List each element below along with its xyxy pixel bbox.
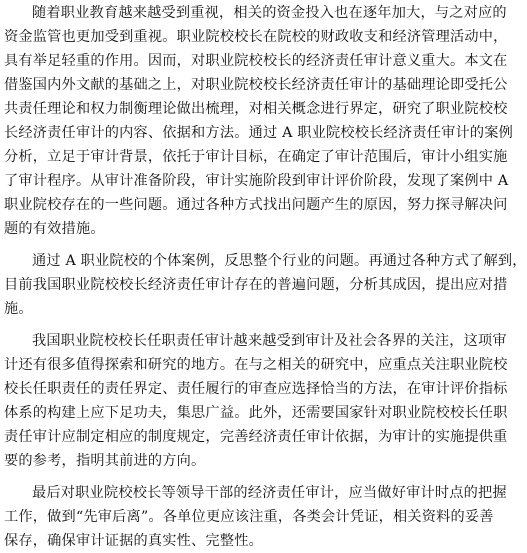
paragraph-spacer [4, 241, 461, 249]
text-line: 题的有效措施。 [4, 221, 105, 237]
text-line: 校长任职责任的责任界定、责任履行的审查应选择恰当的方法，在审计评价指标 [4, 381, 508, 397]
text-line: 最后对职业院校校长等领导干部的经济责任审计，应当做好审计时点的把握 [32, 485, 507, 501]
text-line: 体系的构建上应下足功夫，集思广益。此外，还需要国家针对职业院校校长任职 [4, 405, 508, 421]
text-line: 共责任理论和权力制衡理论做出梳理，对相关概念进行界定，研究了职业院校校 [4, 101, 508, 117]
text-line: 工作，做到“先审后离”。各单位更应该注重，各类会计凭证，相关资料的妥善 [4, 509, 494, 525]
text-line: 计还有很多值得探索和研究的地方。在与之相关的研究中，应重点关注职业院校 [4, 357, 508, 373]
text-line: 保存，确保审计证据的真实性、完整性。 [4, 533, 263, 549]
paragraph-2 [4, 249, 527, 321]
text-line: 我国职业院校校长任职责任审计越来越受到审计及社会各界的关注，这项审 [32, 333, 507, 349]
text-line: 具有举足轻重的作用。因而，对职业院校校长的经济责任审计意义重大。本文在 [4, 53, 508, 69]
text-line: 目前我国职业院校校长经济责任审计存在的普遍问题，分析其成因，提出应对措 [4, 277, 508, 293]
text-line: 职业院校存在的一些问题。通过各种方式找出问题产生的原因，努力探寻解决问 [4, 197, 508, 213]
document-body [4, 1, 527, 553]
text-line: 了审计程序。从审计准备阶段，审计实施阶段到审计评价阶段，发现了案例中 A [4, 173, 509, 189]
paragraph-3 [4, 329, 508, 473]
paragraph-spacer [4, 321, 461, 329]
paragraph-4 [4, 481, 507, 553]
text-line: 分析，立足于审计背景，依托于审计目标，在确定了审计范围后，审计小组实施 [4, 149, 508, 165]
text-line: 借鉴国内外文献的基础之上，对职业院校校长经济责任审计的基础理论即受托公 [4, 77, 508, 93]
text-line: 长经济责任审计的内容、依据和方法。通过 A 职业院校校长经济责任审计的案例 [4, 125, 514, 141]
text-line: 要的参考，指明其前进的方向。 [4, 453, 206, 469]
text-line: 责任审计应制定相应的制度规定，完善经济责任审计依据，为审计的实施提供重 [4, 429, 508, 445]
text-line: 通过 A 职业院校的个体案例，反思整个行业的问题。再通过各种方式了解到， [32, 253, 527, 269]
text-line: 资金监管也更加受到重视。职业院校校长在院校的财政收支和经济管理活动中， [4, 29, 508, 45]
text-line: 随着职业教育越来越受到重视，相关的资金投入也在逐年加大，与之对应的 [32, 5, 507, 21]
paragraph-spacer [4, 473, 461, 481]
paragraph-1 [4, 1, 514, 241]
text-line: 施。 [4, 301, 33, 317]
